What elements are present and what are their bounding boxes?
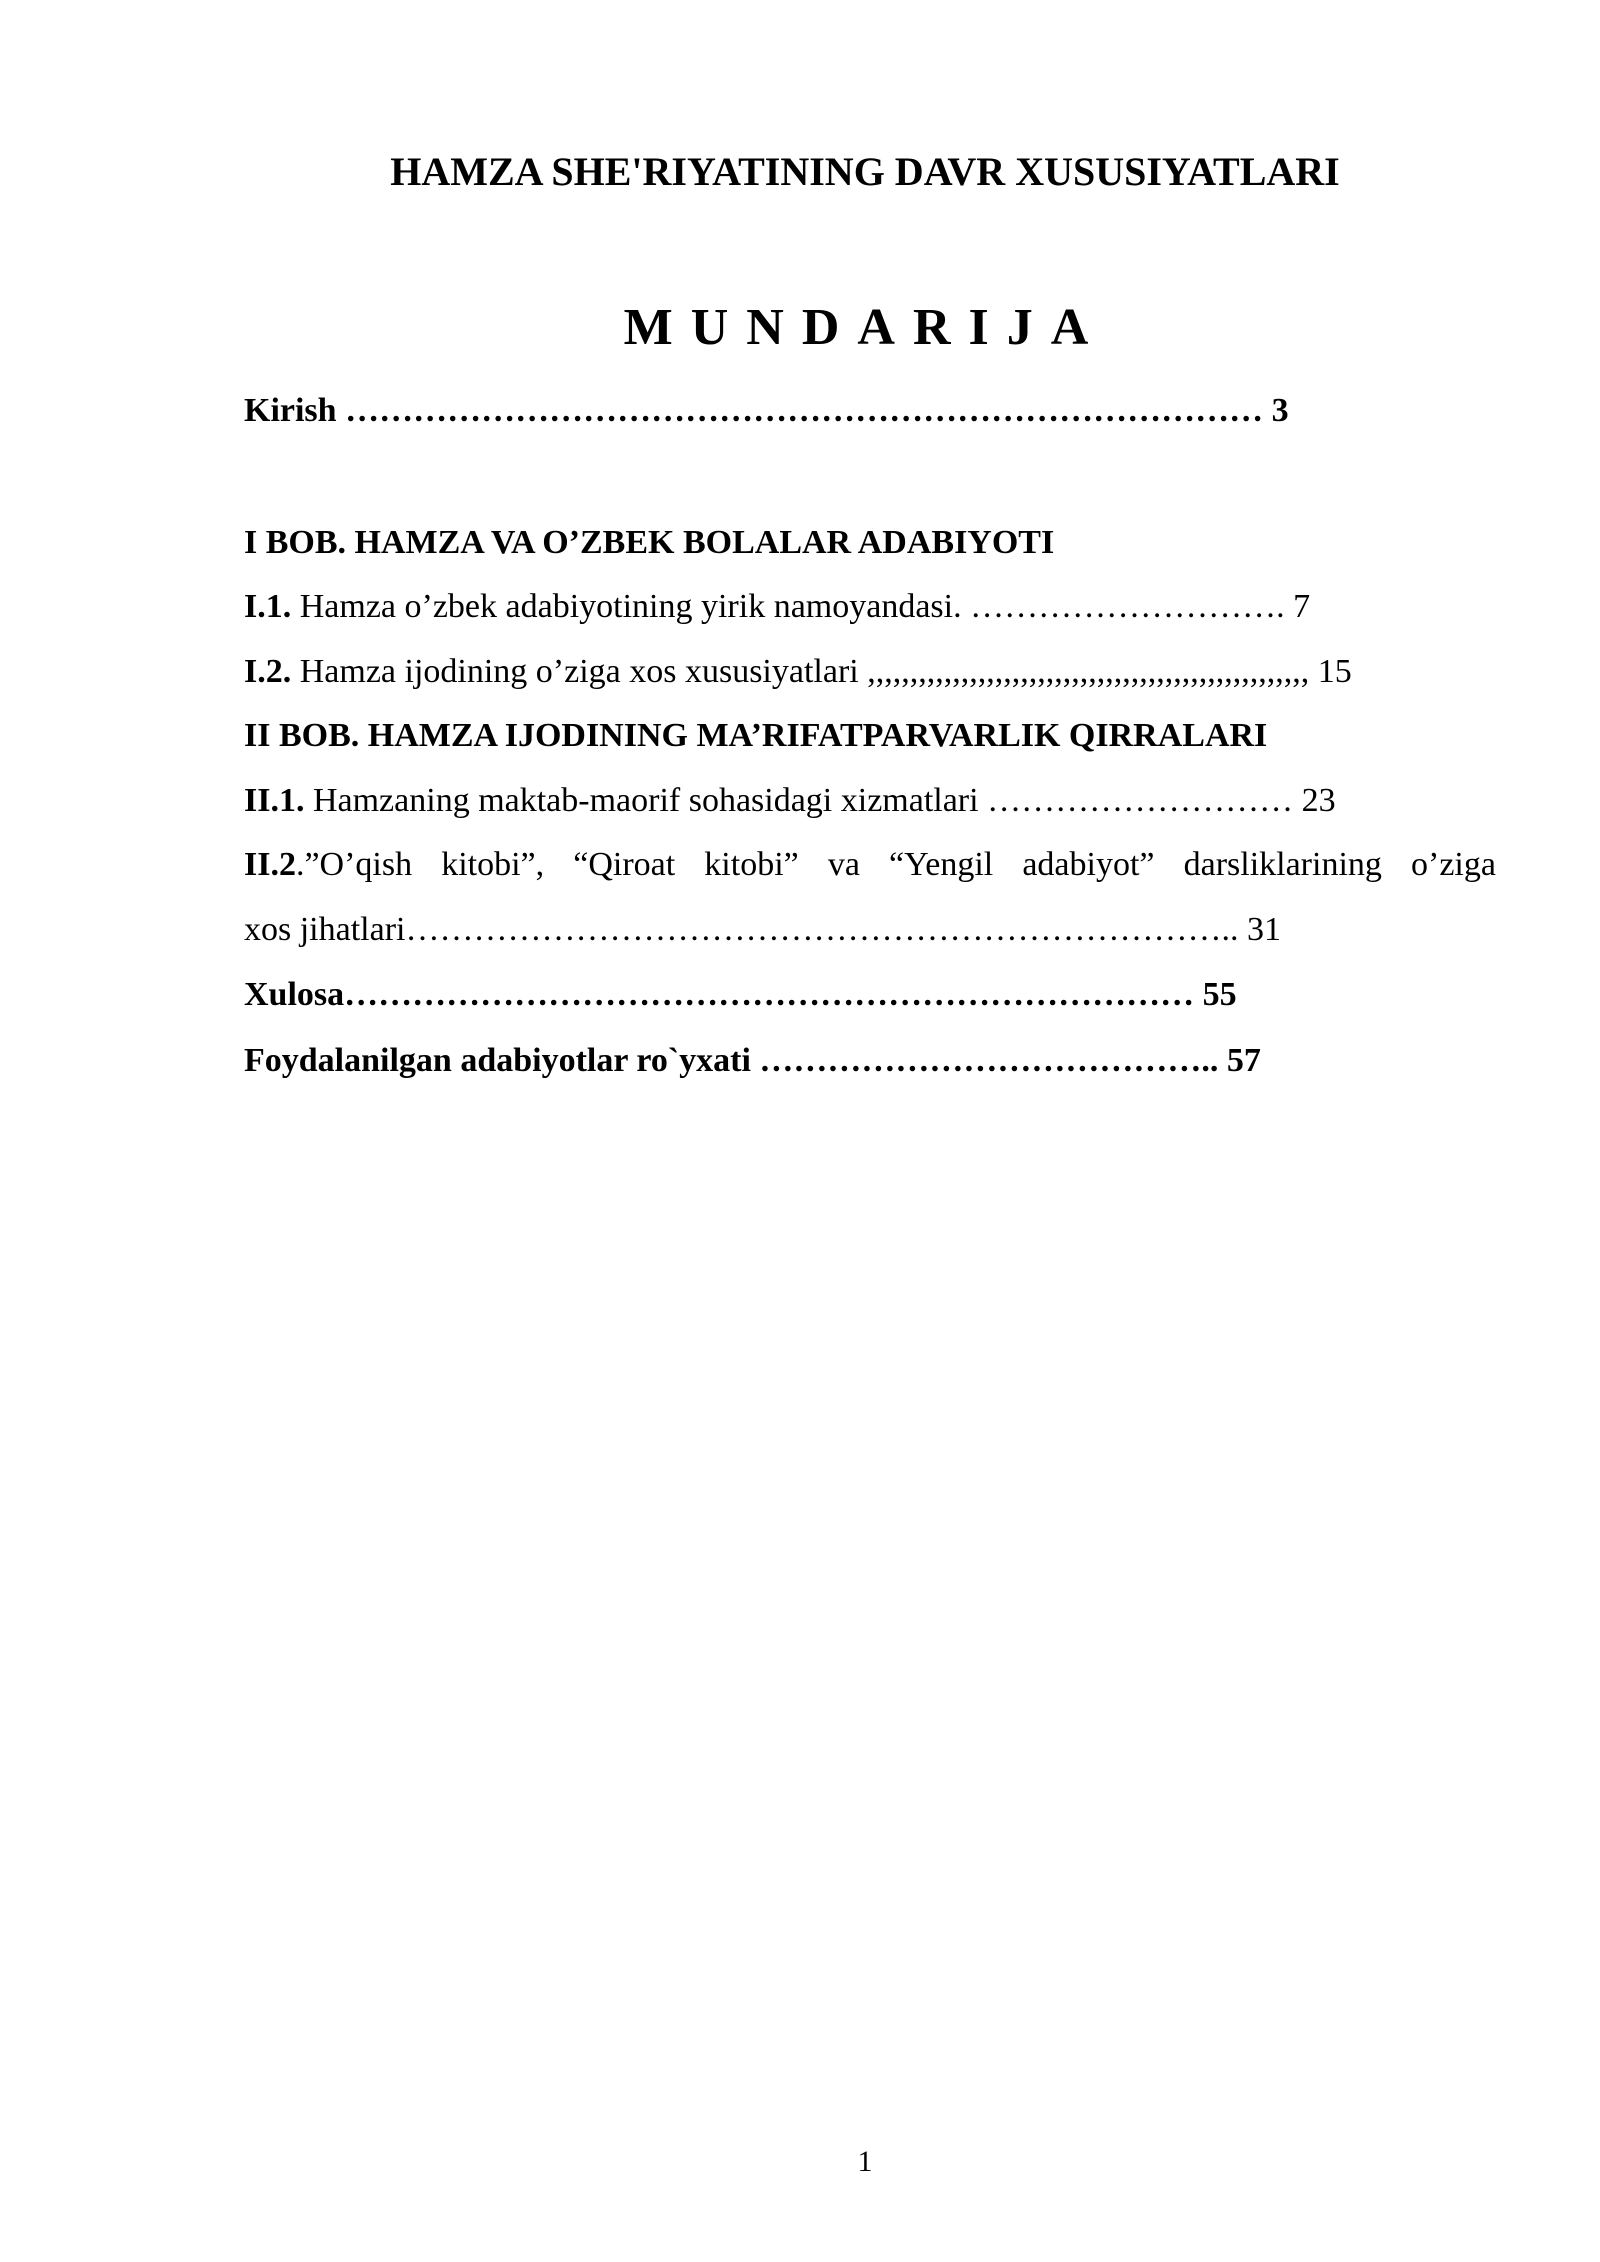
page-number: 1 [857,2145,873,2178]
toc-entry-conclusion: Xulosa………………………………………………………………… 55 [244,976,1237,1013]
section-number: II.2 [244,846,296,883]
toc-entry-1-1 [244,587,1310,627]
section-number: I.2. [244,653,292,690]
section-word: adabiyot” [1022,846,1155,883]
section-title: Hamza o’zbek adabiyotining yirik namoyandasi. ………………………. 7 [291,588,1311,625]
toc-chapter-1: I BOB. HAMZA VA O’ZBEK BOLALAR ADABIYOTI [244,524,1055,561]
toc-heading: MUNDARIJA [623,299,1107,356]
section-word: o’ziga [1411,846,1496,883]
toc-entry-2-1 [244,781,1336,821]
section-title: Hamzaning maktab-maorif sohasidagi xizmatlari ……………………… 23 [304,782,1336,819]
section-word: va [827,846,860,883]
section-word: darsliklarining [1183,846,1382,883]
section-word: II.2.”O’qish [244,846,413,883]
document-title: HAMZA SHE'RIYATINING DAVR XUSUSIYATLARI [390,149,1340,194]
toc-entry-2-2-continuation: xos jihatlari……………………………………………………………….. 31 [244,911,1281,948]
section-word: “Yengil [889,846,994,883]
section-number: II.1. [244,782,305,819]
section-number: I.1. [244,588,292,625]
section-word: kitobi”, [441,846,545,883]
section-title: Hamza ijodining o’ziga xos xususiyatlari ,,,,,,,,,,,,,,,,,,,,,,,,,,,,,,,,,,,,,,,,,,,,,,,,,,,, 15 [291,653,1352,690]
section-word: kitobi” [704,846,799,883]
toc-entry-1-2 [244,652,1352,692]
section-word: “Qiroat [573,846,676,883]
toc-entry-intro: Kirish ……………………………………………………………………… 3 [244,392,1289,429]
toc-entry-references: Foydalanilgan adabiyotlar ro`yxati ………………………………….. 57 [244,1042,1261,1079]
toc-entry-2-2 [244,845,1496,885]
toc-chapter-2: II BOB. HAMZA IJODINING MA’RIFATPARVARLIK QIRRALARI [244,717,1268,754]
